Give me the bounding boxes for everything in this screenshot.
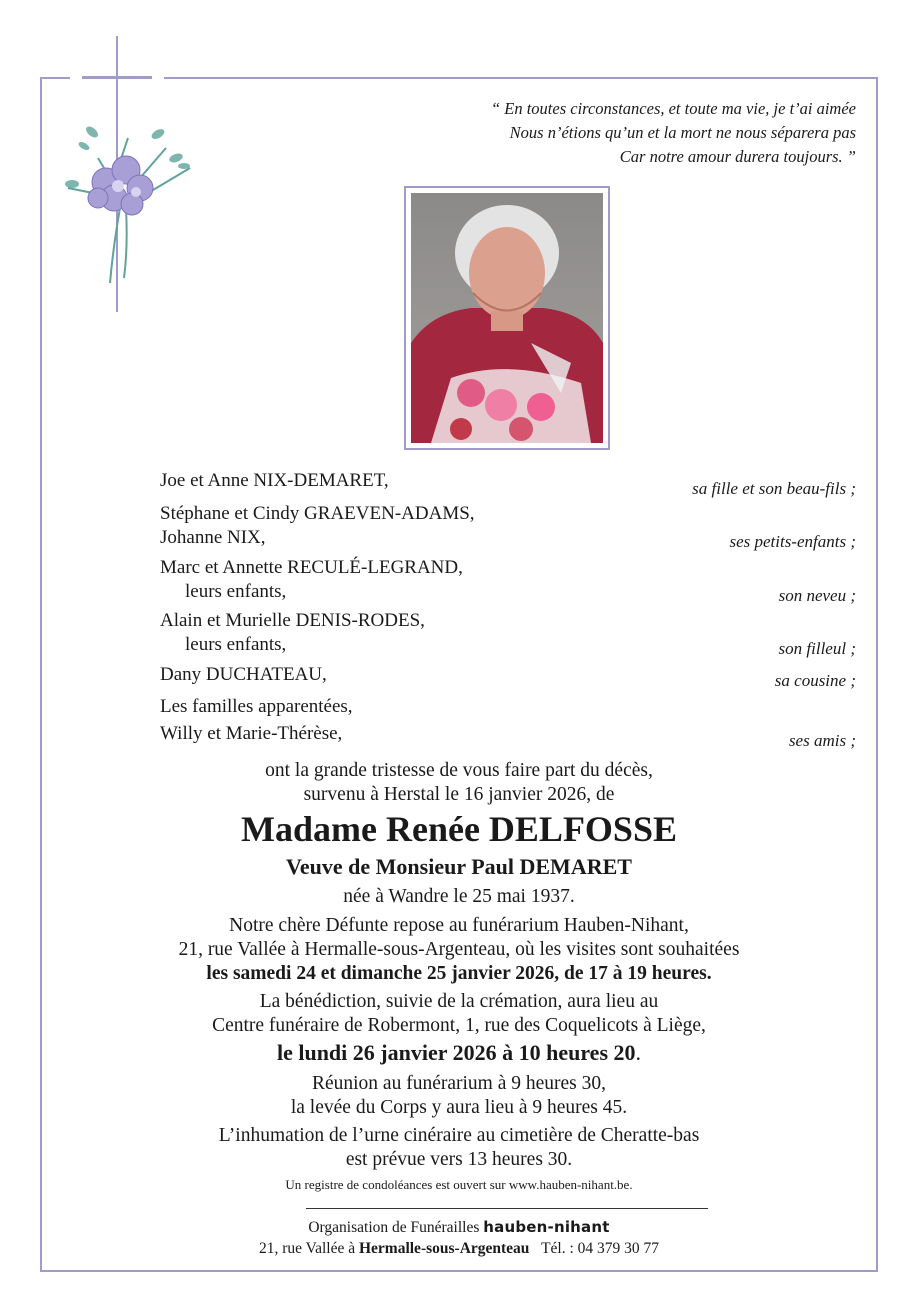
flower-cross-icon: [58, 118, 198, 288]
phone-number: Tél. : 04 379 30 77: [541, 1240, 660, 1257]
ceremony-info: [40, 990, 878, 1038]
visitation-line: Notre chère Défunte repose au funérarium Hauben-Nihant,: [229, 915, 689, 936]
visitation-info: [40, 914, 878, 986]
announcement-line: ont la grande tristesse de vous faire part du décès,: [265, 760, 653, 781]
family-name: Willy et Marie-Thérèse,: [160, 723, 343, 744]
border-gap: [70, 74, 82, 82]
inhumation-line: est prévue vers 13 heures 30.: [345, 1149, 573, 1170]
widow-of: Veuve de Monsieur Paul DEMARET: [286, 854, 632, 879]
portrait-frame: [404, 186, 610, 450]
family-name: Les familles apparentées,: [160, 696, 353, 717]
brand-logo: hauben-nihant: [483, 1218, 610, 1236]
family-name: leurs enfants,: [185, 634, 287, 655]
cross-horizontal: [82, 76, 152, 78]
inhumation-line: L’inhumation de l’urne cinéraire au cimetière de Cheratte-bas: [218, 1125, 700, 1146]
org-prefix: Organisation de Funérailles: [308, 1219, 480, 1236]
family-name: Marc et Annette RECULÉ-LEGRAND,: [160, 557, 463, 578]
family-relation: sa cousine ;: [774, 671, 856, 690]
ceremony-line: La bénédiction, suivie de la crémation, aura lieu au: [259, 991, 659, 1012]
deceased-name: Madame Renée DELFOSSE: [241, 809, 677, 849]
family-name: leurs enfants,: [185, 581, 287, 602]
memorial-quote: [336, 97, 856, 169]
announcement-line: survenu à Herstal le 16 janvier 2026, de: [303, 784, 615, 805]
quote-line: Nous n’étions qu’un et la mort ne nous séparera pas: [509, 123, 856, 142]
quote-line: “ En toutes circonstances, et toute ma vie, je t’ai aimée: [490, 99, 856, 118]
announcement-intro: [40, 759, 878, 807]
ceremony-date: [40, 1039, 878, 1067]
birth-info: née à Wandre le 25 mai 1937.: [343, 886, 575, 907]
ceremony-line: Centre funéraire de Robermont, 1, rue des Coquelicots à Liège,: [212, 1015, 706, 1036]
meeting-info: [40, 1072, 878, 1120]
footer-organisation: [40, 1216, 878, 1239]
inhumation-info: [40, 1124, 878, 1172]
ceremony-date-end: .: [635, 1040, 642, 1065]
address-prefix: 21, rue Vallée à: [258, 1240, 356, 1257]
family-name: Dany DUCHATEAU,: [160, 664, 327, 685]
condolences-note: Un registre de condoléances est ouvert sur www.hauben-nihant.be.: [285, 1177, 633, 1192]
family-name: Stéphane et Cindy GRAEVEN-ADAMS,: [160, 503, 475, 524]
portrait-photo: [411, 193, 603, 443]
meeting-line: la levée du Corps y aura lieu à 9 heures 45.: [290, 1097, 628, 1118]
family-name: Joe et Anne NIX-DEMARET,: [160, 470, 389, 491]
family-relation: son neveu ;: [778, 586, 856, 605]
footer-address: [40, 1238, 878, 1260]
footer-divider: [306, 1208, 708, 1209]
quote-line: Car notre amour durera toujours. ”: [619, 147, 856, 166]
family-name: Johanne NIX,: [160, 527, 266, 548]
address-town: Hermalle-sous-Argenteau: [358, 1240, 530, 1257]
meeting-line: Réunion au funérarium à 9 heures 30,: [311, 1073, 607, 1094]
family-name: Alain et Murielle DENIS-RODES,: [160, 610, 425, 631]
visitation-dates: les samedi 24 et dimanche 25 janvier 2026, de 17 à 19 heures.: [206, 963, 712, 984]
family-relation: ses amis ;: [788, 731, 856, 750]
border-gap: [152, 74, 164, 82]
family-relation: son filleul ;: [778, 639, 856, 658]
family-relation: sa fille et son beau-fils ;: [692, 479, 856, 498]
ceremony-datetime: le lundi 26 janvier 2026 à 10 heures 20: [276, 1040, 636, 1065]
visitation-line: 21, rue Vallée à Hermalle-sous-Argenteau, où les visites sont souhaitées: [178, 939, 740, 960]
family-relation: ses petits-enfants ;: [729, 532, 856, 551]
